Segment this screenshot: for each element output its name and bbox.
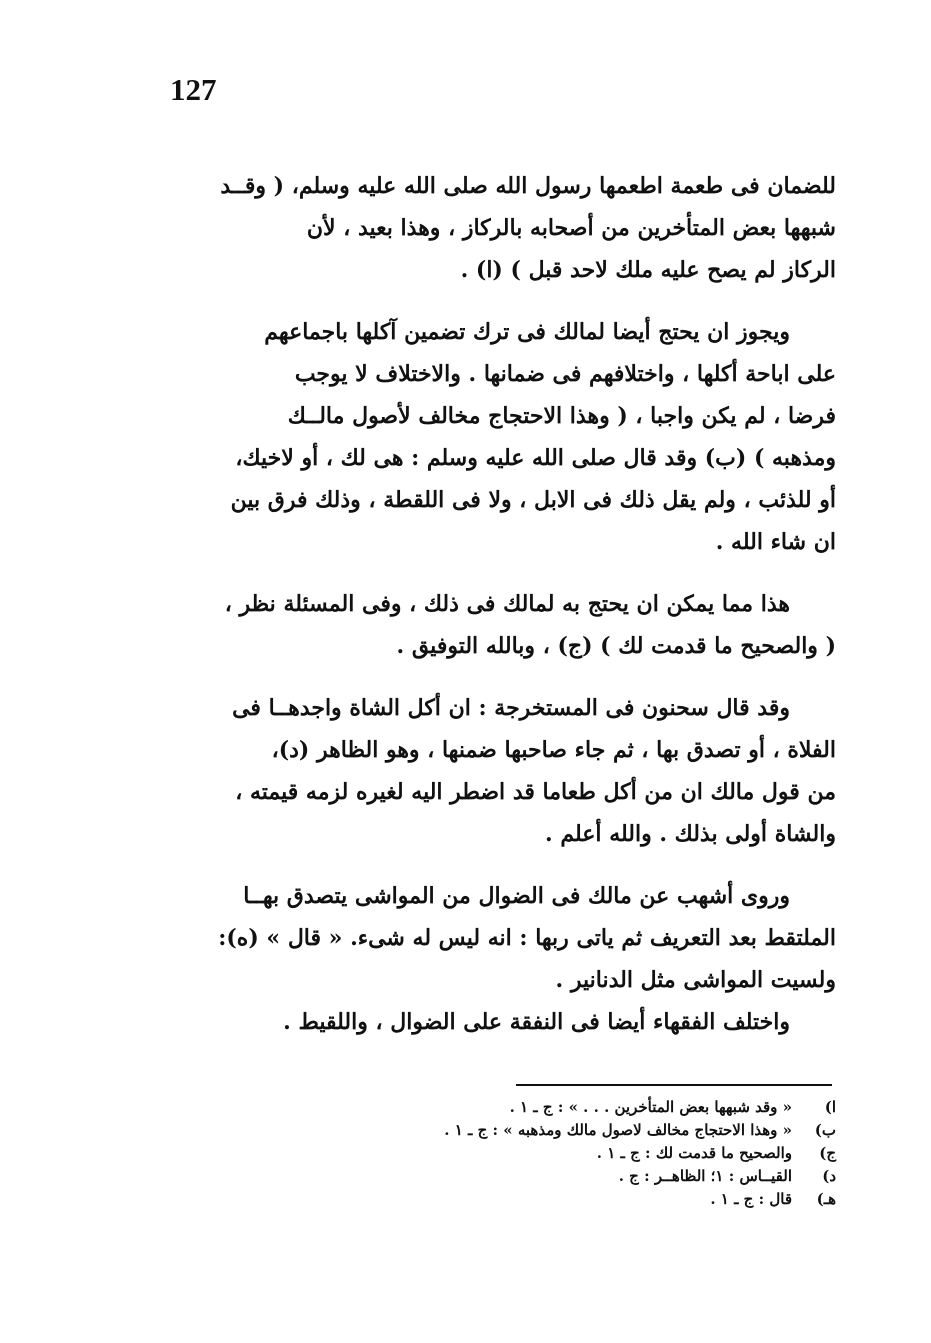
paragraph xyxy=(160,165,836,291)
text-line: من قول مالك ان من أكل طعاما قد اضطر اليه لغيره لزمه قيمته ، xyxy=(235,779,836,805)
footnote-marker: ب) xyxy=(814,1121,836,1139)
text-line: أو للذئب ، ولم يقل ذلك فى الابل ، ولا فى اللقطة ، وذلك فرق بين xyxy=(230,487,836,513)
text-line: شبهها بعض المتأخرين من أصحابه بالركاز ، وهذا بعيد ، لأن xyxy=(306,215,836,241)
text-line: ومذهبه ) (ب) وقد قال صلى الله عليه وسلم : هى لك ، أو لاخيك، xyxy=(235,445,836,471)
text-line: ولسيت المواشى مثل الدنانير . xyxy=(555,967,836,993)
footnote-text: « وقد شبهها بعض المتأخرين . . . » : ج ـ ١ . xyxy=(509,1098,792,1116)
body-text xyxy=(160,165,836,1063)
footnote-text: القيــاس : ١؛ الظاهــر : ج . xyxy=(618,1167,792,1185)
text-line: فرضا ، لم يكن واجبا ، ( وهذا الاحتجاج مخالف لأصول مالــك xyxy=(287,403,836,429)
text-line: واختلف الفقهاء أيضا فى النفقة على الضوال ، واللقيط . xyxy=(283,1009,790,1035)
paragraph xyxy=(160,875,836,1001)
footnote-divider xyxy=(516,1084,832,1086)
footnote-text: قال : ج ـ ١ . xyxy=(710,1190,792,1208)
text-line: الركاز لم يصح عليه ملك لاحد قبل ) (ا) . xyxy=(460,257,836,283)
paragraph xyxy=(160,687,836,855)
footnote-marker: ا) xyxy=(824,1098,836,1116)
text-line: على اباحة أكلها ، واختلافهم فى ضمانها . والاختلاف لا يوجب xyxy=(294,361,836,387)
footnote xyxy=(230,1096,836,1119)
footnote xyxy=(230,1188,836,1211)
footnote xyxy=(230,1142,836,1165)
footnotes xyxy=(230,1096,836,1211)
text-line: والشاة أولى بذلك . والله أعلم . xyxy=(545,821,836,847)
footnote-text: والصحيح ما قدمت لك : ج ـ ١ . xyxy=(596,1144,792,1162)
footnote-text: « وهذا الاحتجاج مخالف لاصول مالك ومذهبه » : ج ـ ١ . xyxy=(444,1121,792,1139)
text-line: الفلاة ، أو تصدق بها ، ثم جاء صاحبها ضمنها ، وهو الظاهر (د)، xyxy=(271,737,836,763)
text-line: ( والصحيح ما قدمت لك ) (ج) ، وبالله التوفيق . xyxy=(396,633,836,659)
page-number: 127 xyxy=(170,72,217,107)
text-line: ويجوز ان يحتج أيضا لمالك فى ترك تضمين آكلها باجماعهم xyxy=(264,319,790,345)
paragraph xyxy=(160,311,836,563)
paragraph xyxy=(160,1001,836,1043)
footnote-marker: هـ) xyxy=(816,1190,836,1208)
text-line: هذا مما يمكن ان يحتج به لمالك فى ذلك ، وفى المسئلة نظر ، xyxy=(224,591,790,617)
paragraph xyxy=(160,583,836,667)
text-line: ان شاء الله . xyxy=(715,529,836,555)
footnote-marker: د) xyxy=(822,1167,836,1185)
text-line: وروى أشهب عن مالك فى الضوال من المواشى يتصدق بهــا xyxy=(243,883,790,909)
text-line: وقد قال سحنون فى المستخرجة : ان أكل الشاة واجدهــا فى xyxy=(232,695,790,721)
footnote xyxy=(230,1165,836,1188)
text-line: الملتقط بعد التعريف ثم ياتى ربها : انه ليس له شىء. « قال » (ه): xyxy=(218,925,836,951)
text-line: للضمان فى طعمة اطعمها رسول الله صلى الله عليه وسلم، ( وقــد xyxy=(220,173,836,199)
footnote xyxy=(230,1119,836,1142)
footnote-marker: ج) xyxy=(819,1144,836,1162)
